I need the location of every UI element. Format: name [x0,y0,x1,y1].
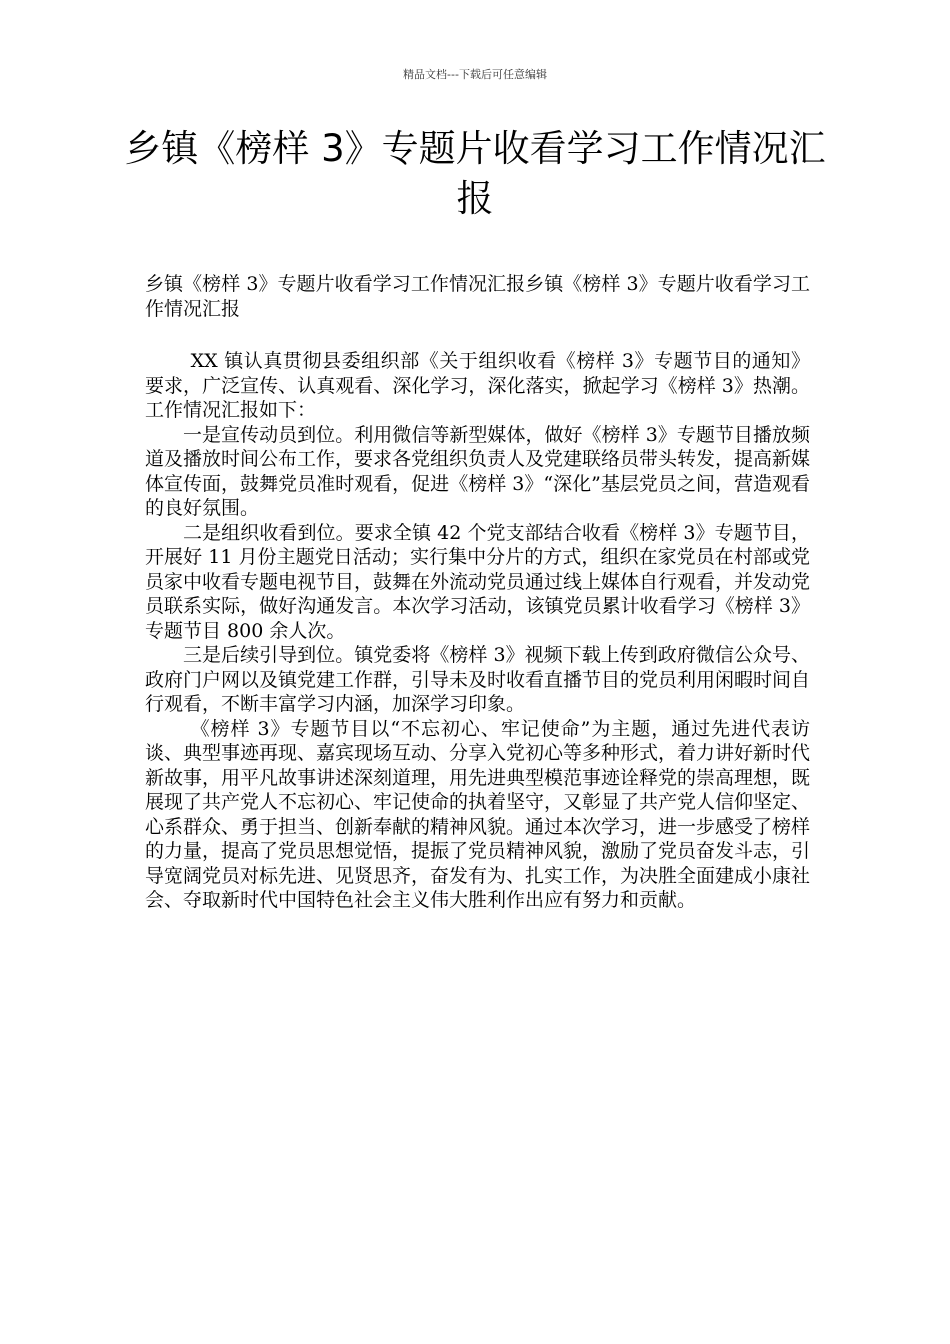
paragraph-intro: XX 镇认真贯彻县委组织部《关于组织收看《榜样 3》专题节目的通知》要求，广泛宣传、认真观看、深化学习，深化落实，掀起学习《榜样 3》热潮。工作情况汇报如下： [145,350,810,421]
header-note: 精品文档---下载后可任意编辑 [403,68,547,81]
paragraph-organization: 二是组织收看到位。要求全镇 42 个党支部结合收看《榜样 3》专题节目，开展好 11 月份主题党日活动；实行集中分片的方式，组织在家党员在村部或党员家中收看专题电视节目，鼓舞在外流动党员通过线上媒体自行观看，并发动党员联系实际，做好沟通发言。本次学习活动，该镇党员累计收看学习《榜样 3》专题节目 800 余人次。 [145,521,811,642]
document-body [145,272,810,913]
document-subtitle: 乡镇《榜样 3》专题片收看学习工作情况汇报乡镇《榜样 3》专题片收看学习工作情况汇报 [145,273,810,320]
document-title: 乡镇《榜样 3》专题片收看学习工作情况汇报 [124,127,826,220]
paragraph-publicity: 一是宣传动员到位。利用微信等新型媒体，做好《榜样 3》专题节目播放频道及播放时间公布工作，要求各党组织负责人及党建联络员带头转发，提高新媒体宣传面，鼓舞党员准时观看，促进《榜样 3》“深化”基层党员之间，营造观看的良好氛围。 [145,423,811,519]
paragraph-summary: 《榜样 3》专题节目以“不忘初心、牢记使命”为主题，通过先进代表访谈、典型事迹再现、嘉宾现场互动、分享入党初心等多种形式，着力讲好新时代新故事，用平凡故事讲述深刻道理，用先进典型模范事迹诠释党的崇高理想，既展现了共产党人不忘初心、牢记使命的执着坚守，又彰显了共产党人信仰坚定、心系群众、勇于担当、创新奉献的精神风貌。通过本次学习，进一步感受了榜样的力量，提高了党员思想觉悟，提振了党员精神风貌，激励了党员奋发斗志，引导宽阔党员对标先进、见贤思齐，奋发有为、扎实工作，为决胜全面建成小康社会、夺取新时代中国特色社会主义伟大胜利作出应有努力和贡献。 [145,717,811,911]
paragraph-followup: 三是后续引导到位。镇党委将《榜样 3》视频下载上传到政府微信公众号、政府门户网以及镇党建工作群，引导未及时收看直播节目的党员利用闲暇时间自行观看，不断丰富学习内涵，加深学习印象。 [145,644,811,715]
